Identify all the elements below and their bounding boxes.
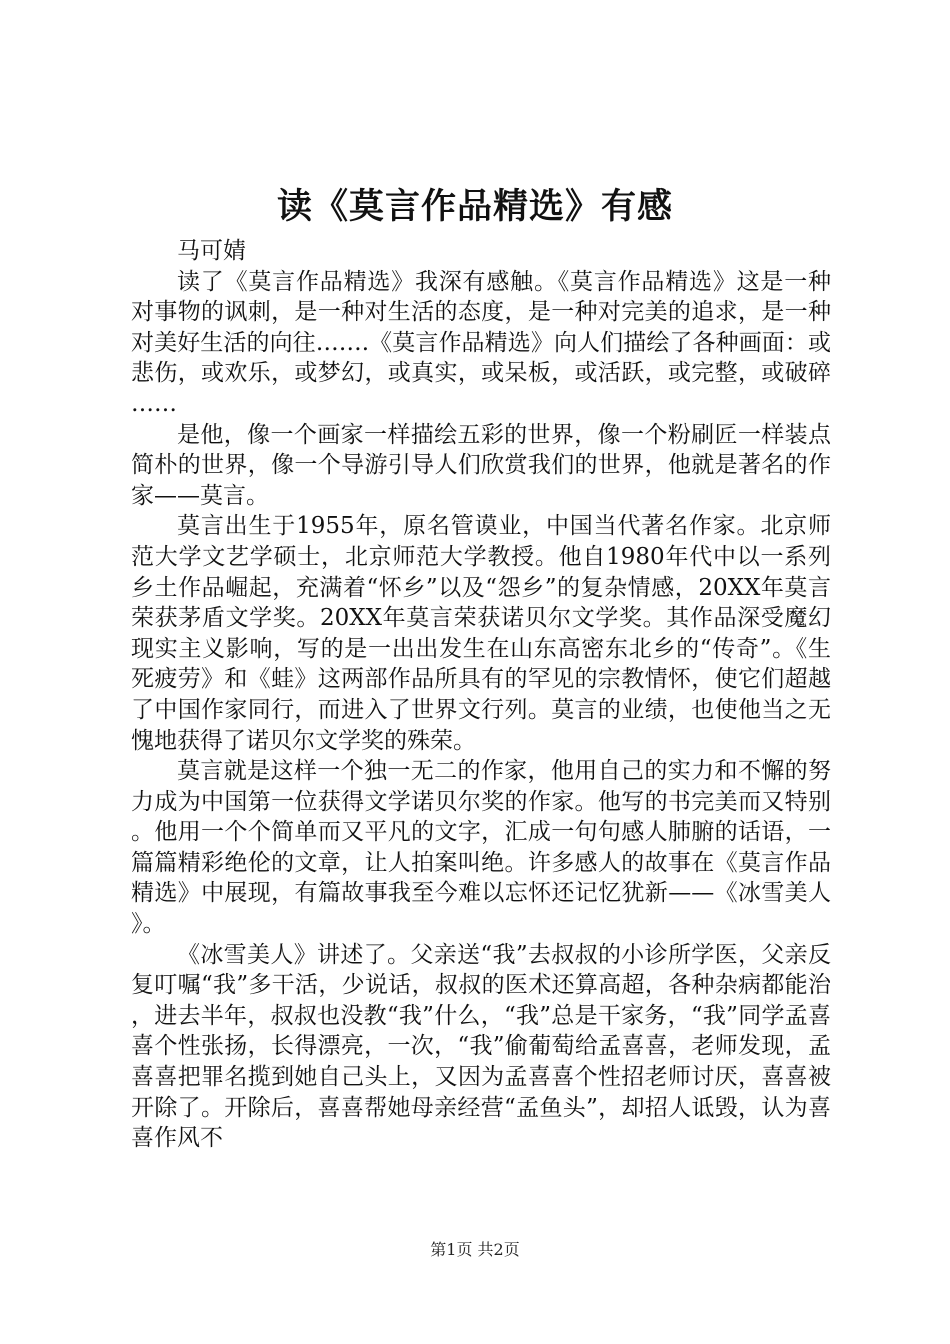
paragraph-5: 《冰雪美人》讲述了。父亲送“我”去叔叔的小诊所学医，父亲反复叮嘱“我”多干活，少说话，叔叔的医术还算高超，各种杂病都能治，进去半年，叔叔也没教“我”什么，“我”总是干家务，“我”同学孟喜喜个性张扬，长得漂亮，一次，“我”偷葡萄给孟喜喜，老师发现，孟喜喜把罪名揽到她自己头上，又因为孟喜喜个性招老师讨厌，喜喜被开除了。开除后，喜喜帮她母亲经营“孟鱼头”，却招人诋毁，认为喜喜作风不 (131, 941, 831, 1152)
document-title: 读《莫言作品精选》有感 (276, 186, 673, 227)
paragraph-1: 读了《莫言作品精选》我深有感触。《莫言作品精选》这是一种对事物的讽刺，是一种对生活的态度，是一种对完美的追求，是一种对美好生活的向往…….《莫言作品精选》向人们描绘了各种画面：或悲伤，或欢乐，或梦幻，或真实，或呆板，或活跃，或完整，或破碎…… (131, 268, 831, 417)
document-body (131, 236, 831, 1154)
paragraph-3: 莫言出生于1955年，原名管谟业，中国当代著名作家。北京师范大学文艺学硕士，北京师范大学教授。他自1980年代中以一系列乡土作品崛起，充满着“怀乡”以及“怨乡”的复杂情感，20XX年莫言荣获茅盾文学奖。20XX年莫言荣获诺贝尔文学奖。其作品深受魔幻现实主义影响，写的是一出出发生在山东高密东北乡的“传奇”。《生死疲劳》和《蛙》这两部作品所具有的罕见的宗教情怀，使它们超越了中国作家同行，而进入了世界文行列。莫言的业绩，也使他当之无愧地获得了诺贝尔文学奖的殊荣。 (131, 513, 831, 754)
author-name: 马可婧 (177, 238, 246, 264)
page-number-footer: 第1页 共2页 (430, 1240, 520, 1259)
paragraph-2: 是他，像一个画家一样描绘五彩的世界，像一个粉刷匠一样装点简朴的世界，像一个导游引导人们欣赏我们的世界，他就是著名的作家——莫言。 (131, 421, 831, 509)
paragraph-4: 莫言就是这样一个独一无二的作家，他用自己的实力和不懈的努力成为中国第一位获得文学诺贝尔奖的作家。他写的书完美而又特别。他用一个个简单而又平凡的文字，汇成一句句感人肺腑的话语，一篇篇精彩绝伦的文章，让人拍案叫绝。许多感人的故事在《莫言作品精选》中展现，有篇故事我至今难以忘怀还记忆犹新——《冰雪美人》。 (131, 758, 831, 938)
